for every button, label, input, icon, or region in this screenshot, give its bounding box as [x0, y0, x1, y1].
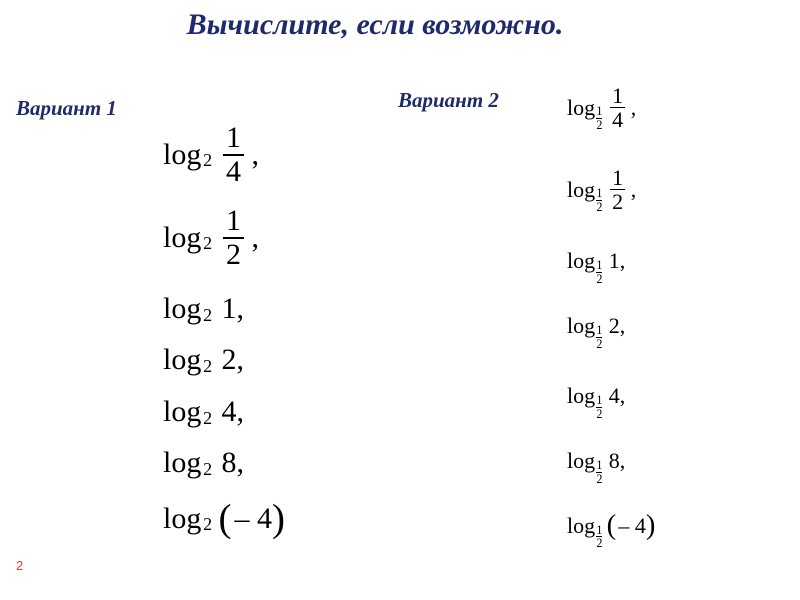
argument: 8: [221, 446, 237, 479]
page-title: Вычислите, если возможно.: [186, 8, 564, 41]
log-word: log: [163, 137, 202, 171]
left-paren: (: [606, 510, 617, 541]
base-numerator: 1: [596, 104, 603, 119]
argument: 4: [608, 383, 620, 409]
expression-item: [567, 166, 636, 213]
expression-item: [163, 343, 244, 377]
log-base: 2: [203, 514, 213, 535]
argument: 2: [608, 313, 620, 339]
argument: 8: [608, 448, 620, 474]
comma: ,: [251, 137, 259, 171]
expression-item: [567, 84, 636, 131]
expression-item: [163, 496, 285, 541]
expression-item: [567, 313, 626, 351]
base-numerator: 1: [596, 186, 603, 201]
comma: ,: [236, 395, 244, 428]
base-numerator: 1: [596, 392, 603, 407]
base-denominator: 2: [596, 117, 603, 132]
expression-item: [163, 292, 244, 326]
base-numerator: 1: [596, 457, 603, 472]
variant-2-label: Вариант 2: [398, 88, 499, 112]
base-denominator: 2: [596, 336, 603, 351]
comma: ,: [236, 343, 244, 376]
denominator: 4: [612, 107, 624, 133]
argument: 4: [221, 395, 237, 428]
log-word: log: [163, 343, 202, 376]
expression-item: [567, 510, 656, 551]
expression-item: [163, 122, 259, 187]
expression-item: [163, 446, 244, 480]
base-numerator: 1: [596, 257, 603, 272]
comma: ,: [619, 448, 626, 474]
expression-item: [567, 248, 626, 286]
variant-1-label: Вариант 1: [16, 96, 117, 120]
base-denominator: 2: [596, 471, 603, 486]
numerator: 1: [612, 165, 624, 190]
log-word: log: [567, 94, 596, 120]
log-word: log: [163, 395, 202, 428]
base-denominator: 2: [596, 406, 603, 421]
log-word: log: [567, 383, 596, 409]
denominator: 4: [225, 154, 241, 188]
log-base-fraction: [596, 459, 602, 485]
expression-item: [163, 205, 259, 270]
log-base: 2: [203, 407, 213, 428]
log-base: 2: [203, 458, 213, 479]
argument: 2: [221, 343, 237, 376]
fraction-argument: [610, 166, 625, 213]
base-denominator: 2: [596, 536, 603, 551]
base-numerator: 1: [596, 322, 603, 337]
expression-item: [567, 448, 626, 486]
comma: ,: [619, 313, 626, 339]
numerator: 1: [225, 204, 241, 237]
log-word: log: [163, 446, 202, 479]
denominator: 2: [225, 237, 241, 271]
comma: ,: [630, 94, 637, 120]
page-number: 2: [16, 558, 24, 573]
argument: – 4: [618, 513, 646, 538]
left-paren: (: [218, 497, 232, 540]
denominator: 2: [612, 189, 624, 215]
log-word: log: [163, 292, 202, 325]
numerator: 1: [225, 121, 241, 154]
log-base: 2: [203, 233, 213, 254]
argument: – 4: [234, 501, 272, 535]
fraction-argument: [223, 205, 244, 270]
log-word: log: [567, 248, 596, 274]
log-word: log: [567, 176, 596, 202]
log-base-fraction: [596, 105, 602, 131]
expression-item: [163, 395, 244, 429]
right-paren: ): [271, 497, 285, 540]
log-base-fraction: [596, 259, 602, 285]
base-numerator: 1: [596, 522, 603, 537]
log-base-fraction: [596, 524, 602, 550]
base-denominator: 2: [596, 199, 603, 214]
log-word: log: [567, 513, 596, 538]
comma: ,: [630, 176, 637, 202]
comma: ,: [236, 446, 244, 479]
log-word: log: [163, 501, 202, 535]
comma: ,: [619, 383, 626, 409]
log-base-fraction: [596, 324, 602, 350]
log-base-fraction: [596, 394, 602, 420]
log-word: log: [163, 220, 202, 254]
base-denominator: 2: [596, 271, 603, 286]
comma: ,: [236, 292, 244, 325]
expression-item: [567, 383, 626, 421]
argument: 1: [221, 292, 237, 325]
log-base: 2: [203, 150, 213, 171]
fraction-argument: [223, 122, 244, 187]
log-word: log: [567, 448, 596, 474]
comma: ,: [619, 248, 626, 274]
fraction-argument: [610, 84, 625, 131]
log-base-fraction: [596, 187, 602, 213]
log-base: 2: [203, 304, 213, 325]
log-base: 2: [203, 355, 213, 376]
numerator: 1: [612, 83, 624, 108]
right-paren: ): [645, 510, 656, 541]
log-word: log: [567, 313, 596, 339]
argument: 1: [608, 248, 620, 274]
comma: ,: [251, 220, 259, 254]
